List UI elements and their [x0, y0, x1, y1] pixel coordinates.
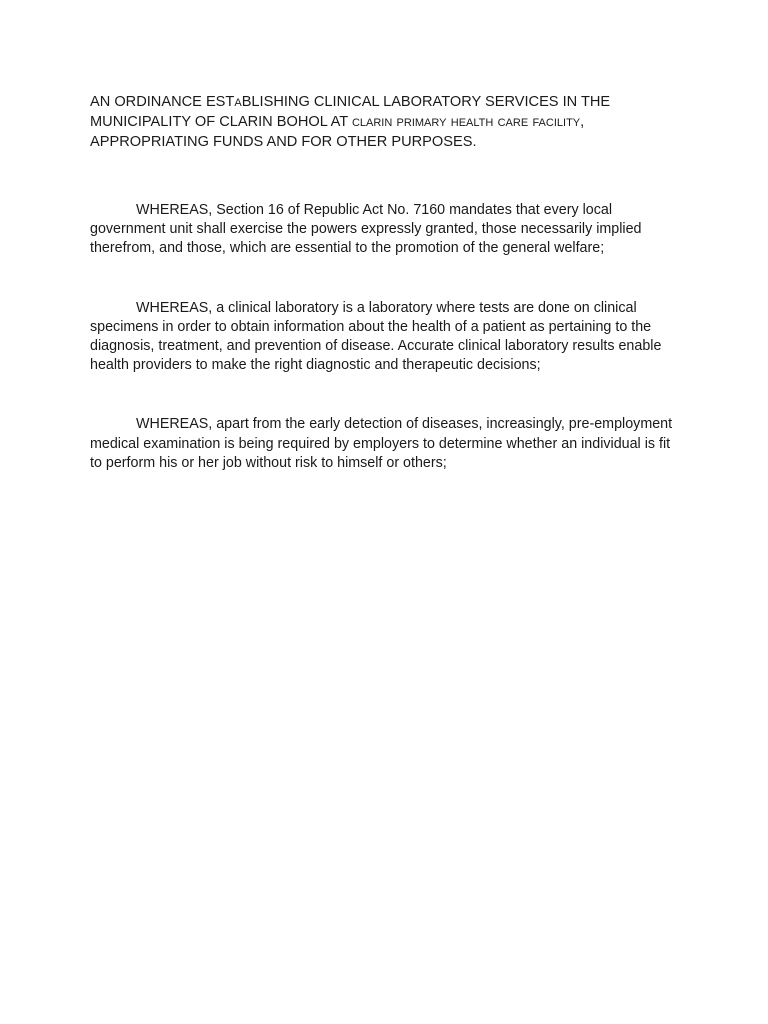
whereas-clause-3: WHEREAS, apart from the early detection of diseases, increasingly, pre-employment medical examination is being required by employers to determine whether an individual is fit to perform his or her job without risk to himself or others; [90, 416, 673, 471]
title-facility-name: clarin primary health care facility [351, 113, 581, 130]
document-page [90, 92, 680, 473]
title-segment-2: a [234, 93, 242, 110]
title-segment-3: BLISHING CLINICAL LABORATORY SERVICES IN THE MUNICIPALITY OF CLARIN BOHOL AT [90, 94, 611, 130]
title-segment-1: AN ORDINANCE EST [90, 94, 235, 110]
ordinance-title [90, 92, 680, 152]
title-segment-5: , APPROPRIATING FUNDS AND FOR OTHER PURPOSES. [90, 114, 585, 150]
whereas-clause-1: WHEREAS, Section 16 of Republic Act No. 7160 mandates that every local government unit shall exercise the powers expressly granted, those necessarily implied therefrom, and those, which are essential to the promotion of the general welfare; [90, 202, 642, 257]
whereas-clause-2: WHEREAS, a clinical laboratory is a laboratory where tests are done on clinical specimens in order to obtain information about the health of a patient as pertaining to the diagnosis, treatment, and prevention of disease. Accurate clinical laboratory results enable health providers to make the right diagnostic and therapeutic decisions; [90, 299, 662, 374]
